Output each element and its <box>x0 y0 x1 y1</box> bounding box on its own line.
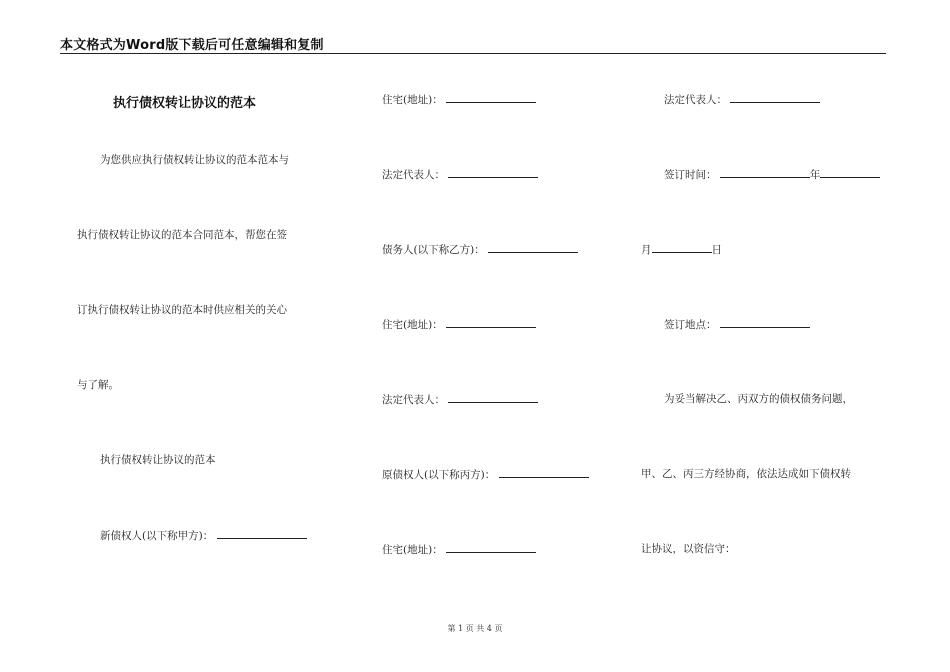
agreement-para-line-3: 让协议，以资信守： <box>641 543 736 555</box>
intro-line-1: 为您供应执行债权转让协议的范本范本与 <box>100 154 289 166</box>
intro-line-3: 订执行债权转让协议的范本时供应相关的关心 <box>77 304 287 316</box>
intro-line-2: 执行债权转让协议的范本合同范本，帮您在签 <box>77 229 287 241</box>
document-header-banner: 本文格式为Word版下载后可任意编辑和复制 <box>60 38 324 53</box>
residence-blank-2 <box>446 317 536 328</box>
section-subtitle: 执行债权转让协议的范本 <box>100 454 216 466</box>
legal-rep-blank-1 <box>448 167 538 178</box>
sign-month-blank <box>820 167 880 178</box>
residence-blank-1 <box>446 92 536 103</box>
debtor-blank <box>488 242 578 253</box>
header-divider <box>60 53 886 54</box>
new-creditor-blank <box>217 528 307 539</box>
legal-rep-label-2: 法定代表人： <box>382 394 445 406</box>
sign-day-blank <box>652 242 712 253</box>
sign-date-continued <box>641 242 722 257</box>
residence-field-1 <box>382 92 536 107</box>
agreement-para-line-2: 甲、乙、丙三方经协商，依法达成如下债权转 <box>641 468 851 480</box>
year-label: 年 <box>809 169 821 181</box>
sign-place-label: 签订地点： <box>664 319 717 331</box>
agreement-para-line-1: 为妥当解决乙、丙双方的债权债务问题， <box>664 393 853 405</box>
orig-creditor-label: 原债权人(以下称丙方)： <box>382 469 496 481</box>
document-title: 执行债权转让协议的范本 <box>113 96 257 111</box>
legal-rep-label-3: 法定代表人： <box>664 94 727 106</box>
page-number-footer: 第 1 页 共 4 页 <box>447 624 503 633</box>
sign-time-field <box>664 167 880 182</box>
legal-rep-field-2 <box>382 392 538 407</box>
legal-rep-field-3 <box>664 92 820 107</box>
residence-label-1: 住宅(地址)： <box>382 94 443 106</box>
sign-time-label: 签订时间： <box>664 169 717 181</box>
legal-rep-label-1: 法定代表人： <box>382 169 445 181</box>
day-label: 日 <box>711 244 722 256</box>
debtor-field <box>382 242 578 257</box>
new-creditor-label: 新债权人(以下称甲方)： <box>100 530 214 542</box>
orig-creditor-field <box>382 467 589 482</box>
legal-rep-field-1 <box>382 167 538 182</box>
sign-place-blank <box>720 317 810 328</box>
residence-field-3 <box>382 542 536 557</box>
sign-year-blank <box>720 167 810 178</box>
residence-blank-3 <box>446 542 536 553</box>
month-label: 月 <box>641 244 652 256</box>
debtor-label: 债务人(以下称乙方)： <box>382 244 485 256</box>
residence-label-2: 住宅(地址)： <box>382 319 443 331</box>
new-creditor-field <box>100 528 307 543</box>
intro-line-4: 与了解。 <box>77 379 119 391</box>
legal-rep-blank-3 <box>730 92 820 103</box>
legal-rep-blank-2 <box>448 392 538 403</box>
orig-creditor-blank <box>499 467 589 478</box>
residence-field-2 <box>382 317 536 332</box>
sign-place-field <box>664 317 810 332</box>
residence-label-3: 住宅(地址)： <box>382 544 443 556</box>
